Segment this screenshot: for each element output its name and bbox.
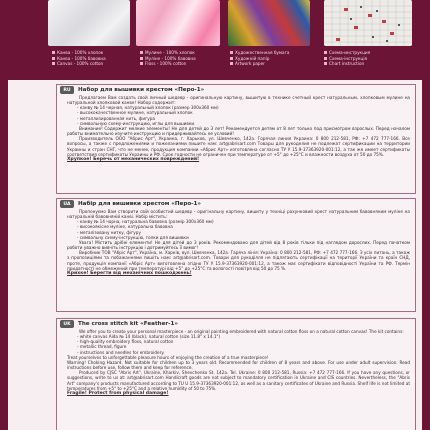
kit-item: - високоякісне муліне, натуральна бавовна [77, 224, 173, 230]
package-back-page [8, 0, 422, 430]
fragile-notice: Fragile! Protect from physical damage! [67, 390, 169, 396]
bullet-icon [140, 51, 143, 54]
kit-item: - металлизированная нить, фигура [77, 115, 155, 121]
intro-text: We offer you to create your personal masterpiece - an original painting embroidered with natural cotton floss on a natural cotton canvas! The kit contains: [79, 329, 404, 334]
kit-item: - высококачественное мулине, натуральный хлопок [77, 110, 193, 116]
spec-list-chart: Схема-инструкция Схема-інструкція Chart instruction [324, 50, 370, 67]
bullet-icon [140, 57, 143, 60]
bullet-icon [230, 57, 233, 60]
top-photo-band [8, 0, 422, 80]
spec-list-paper: Художественная бумага Художній папір Artwork paper [230, 50, 289, 67]
spec-list-canvas: Канва - 100% хлопок Канва - 100% бавовна Canvas - 100% cotton [52, 50, 106, 67]
language-badge-ua: UA [60, 200, 74, 208]
bullet-icon [230, 51, 233, 54]
section-title-en: The cross stitch kit «Feather-1» [78, 321, 178, 327]
bullet-icon [324, 51, 327, 54]
bullet-icon [140, 62, 143, 65]
bullet-icon [324, 62, 327, 65]
closing-text: Treat yourselves to unforgettable pleasure hours of enjoying the creation of a true masterpiece! [67, 354, 269, 360]
spec-list-floss: Мулине - 100% хлопок Муліне - 100% бавовна Floss - 100% cotton [140, 50, 196, 67]
floss-photo [136, 0, 220, 46]
section-ru [56, 84, 416, 194]
section-ua [56, 198, 416, 312]
section-title-ru: Набор для вышивки крестом «Перо-1» [78, 87, 205, 93]
canvas-photo [48, 0, 130, 46]
intro-text: Пропонуємо Вам створити свій особистий шедевр - оригінальну картину, вишиту у техніці рахунковий хрест натуральним бавовняним муліне на натуральній бавовняній канві. Набір містить: [67, 209, 410, 220]
kit-item: - канву № 14 черная, натуральный хлопок (размер 300х360 мм) [77, 105, 219, 111]
section-title-ua: Набір для вишивки хрестом «Перо-1» [78, 201, 201, 207]
kit-item: - high-quality embroidery floss, natural cotton [77, 339, 174, 345]
bullet-icon [324, 57, 327, 60]
producer-text: Производитель ООО "Абрис Арт", Украина, г. Харьков, ул. Шевченко, 142а. Горячая линия Украина: 0 800 212-581, РФ: +7 472 777-166. Все вопросы, а также с предложениями и пожеланиями пишите нам: art@abrisart.com Товары для рукоделия не подлежат сертификации на территории Украины и стран СНГ, что не менее, продукция компании «Абрис Арт» изготовлена согласно ТУ У 15.9-37363920-001:12, а так же имеет сертификаты соответствия сертификаты Украины и РФ. Срок годности не ограничен при температуре от +5° до +25°С и влажности воздуха от 50 до 75%. [67, 136, 410, 157]
kit-item: - металізовану нитку, фігуру [77, 229, 141, 235]
kit-item: - символьную схему-инструкцию, иглы для вышивки. [77, 120, 196, 126]
kit-item: - канву № 14 чорна, натуральна бавовна (розмір 300х360 мм) [77, 219, 214, 225]
section-en [56, 318, 416, 430]
bullet-icon [52, 62, 55, 65]
warning-text: Увага! Містить дрібні елементи! Не для дітей до 3 років. Рекомендовано для дітей від 8 років тільки під наглядом дорослих. Перед початком роботи уважно вивчіть інструкцію і дотримуйтесь її вимог! [67, 239, 410, 251]
chart-grid-graphic [324, 0, 412, 46]
bullet-icon [230, 62, 233, 65]
kit-item: - instructions and needles for embroidery. [77, 349, 165, 355]
fragile-notice: Крихке! Берегти від механічних пошкоджень! [67, 270, 192, 276]
bullet-icon [52, 57, 55, 60]
warning-text: Warning! Choking Hazard. Not suitable for children up to 3 years old. Recommended for children of 8 years and above. For use under adult supervision. Read instructions before use, follow them and keep for reference. [67, 359, 410, 371]
warning-text: Внимание! Содержит мелкие элементы! Не для детей до 3 лет! Рекомендуется детям от 8 лет только под присмотром взрослых. Перед началом работы внимательно изучите инструкцию и придерживайтесь ее условий! [67, 125, 410, 137]
kit-item: - metallic thread, figure [77, 344, 127, 350]
kit-item: - символьну схему-інструкцію, голки для вишивки [77, 234, 189, 240]
language-badge-ru: RU [60, 86, 74, 94]
language-badge-en: UK [60, 320, 74, 328]
bullet-icon [52, 51, 55, 54]
producer-text: Produced by CJSC "Abris Art", Ukraine, Kharkiv, Shevchenko St. 142a. Tel. Ukraine: 0 800 212-581, Russia: +7 472 777-166. If you have any questions, or suggestions, write to us at: art@abrisart.com Handicraft goods are not subject to mandatory certification in Ukraine and CIS countries. Nevertheless, the "Abris Art" company's products manufactured according to TU U 15.9-37363920-001:12, as well as a sanitary certificates of Ukraine and Russia. Shelf life is not limited at temperatures from +5° to +25°C and a relative humidity of 50 to 75%. [67, 370, 410, 391]
chart-photo [324, 0, 412, 46]
intro-text: Предлагаем Вам создать свой личный шедевр - оригинальную картину, вышитую в технике счетный крест натуральным, хлопковым мулине на натуральной хлопковой канве! Набор содержит: [67, 95, 410, 106]
kit-item: - white canvas Aida № 14 (black), natural cotton (size 11.8" x 14.1") [77, 334, 221, 340]
artwork-paper-photo [228, 0, 310, 46]
producer-text: Виробник ТОВ "Абріс Арт", Україна, м. Харків, вул. Шевченка, 142а. Гаряча лінія: Україна: 0 800 212-581, РФ: +7 472 777-166. З усіх питань, а також з пропозиціями та побажаннями пишіть нам: art@abrisart.com. Товари для рукоділля не підлягають сертифікації на території України та країн СНД, проте, продукція компанії «Абріс Арт» виготовлена згідно ТУ У 15.9-37363920-001:12, а також має сертифікати відповідності України та РФ. Термін придатності не обмежений при температурі від +5° до +25°С та вологості повітря від 50 до 75 %. [67, 250, 410, 271]
fragile-notice: Хрупкое! Беречь от механических повреждений! [67, 156, 200, 162]
